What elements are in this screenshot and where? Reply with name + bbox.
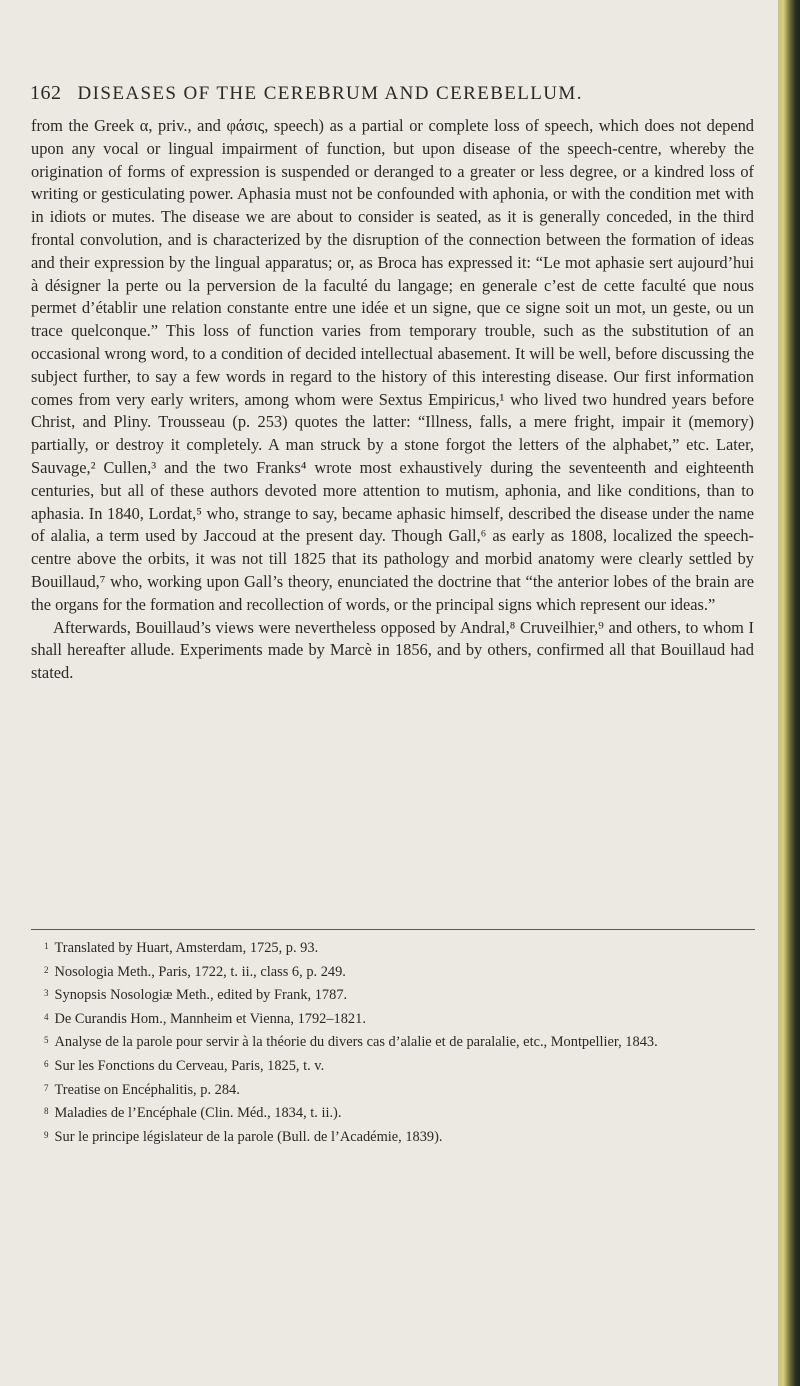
footnote-text: Sur le principe législateur de la parole (Bull. de l’Académie, 1839).: [54, 1128, 443, 1145]
paragraph-1: from the Greek α, priv., and φάσις, speech) as a partial or complete loss of speech, which does not depend upon any vocal or lingual impairment of function, but upon disease of the speech-centre, whereby the origination of forms of expression is suspended or deranged to a greater or less degree, or a kindred loss of writing or gesticulating power. Aphasia must not be confounded with aphonia, or with the condition met with in idiots or mutes. The disease we are about to consider is seated, as it is generally conceded, in the third frontal convolution, and is characterized by the disruption of the connection between the formation of ideas and their expression by the lingual apparatus; or, as Broca has expressed it: “Le mot aphasie sert aujourd’hui à désigner la perte ou la perversion de la faculté du langage; en generale c’est de cette faculté que nous permet d’établir une relation constante entre une idée et un signe, que ce signe soit un mot, un geste, ou un trace quelconque.” This loss of function varies from temporary trouble, such as the substitution of an occasional wrong word, to a condition of decided intellectual abasement. It will be well, before discussing the subject further, to say a few words in regard to the history of this interesting disease. Our first information comes from very early writers, among whom were Sextus Empiricus,¹ who lived two hundred years before Christ, and Pliny. Trousseau (p. 253) quotes the latter: “Illness, falls, a mere fright, impair it (memory) partially, or destroy it completely. A man struck by a stone forgot the letters of the alphabet,” etc. Later, Sauvage,² Cullen,³ and the two Franks⁴ wrote most exhaustively during the seventeenth and eighteenth centuries, but all of these authors devoted more attention to mutism, aphonia, and like conditions, than to aphasia. In 1840, Lordat,⁵ who, strange to say, became aphasic himself, described the disease under the name of alalia, a term used by Jaccoud at the present day. Though Gall,⁶ as early as 1808, localized the speech-centre above the orbits, it was not till 1825 that its pathology and morbid anatomy were clearly settled by Bouillaud,⁷ who, working upon Gall’s theory, enunciated the doctrine that “the anterior lobes of the brain are the organs for the formation and recollection of words, or the principal signs which represent our ideas.”: [31, 116, 754, 614]
footnote-text: Treatise on Encéphalitis, p. 284.: [54, 1081, 240, 1098]
book-page-edge: [778, 0, 800, 1386]
footnote-text: De Curandis Hom., Mannheim et Vienna, 1792–1821.: [54, 1010, 366, 1027]
page-number: 162: [30, 82, 62, 104]
running-header: [30, 82, 730, 105]
footnote-mark: 9: [44, 1129, 49, 1140]
footnote-7: [44, 1078, 755, 1102]
footnote-mark: 2: [44, 964, 49, 975]
footnote-text: Analyse de la parole pour servir à la théorie du divers cas d’alalie et de paralalie, etc., Montpellier, 1843.: [54, 1034, 658, 1051]
paragraph-2: Afterwards, Bouillaud’s views were nevertheless opposed by Andral,⁸ Cruveilhier,⁹ and others, to whom I shall hereafter allude. Experiments made by Marcè in 1856, and by others, confirmed all that Bouillaud had stated.: [31, 617, 754, 683]
footnote-8: [44, 1101, 755, 1125]
footnote-9: [44, 1125, 755, 1149]
footnotes: [44, 936, 755, 1148]
footnote-divider: [31, 929, 755, 930]
footnote-mark: 4: [44, 1011, 49, 1022]
footnote-2: [44, 960, 755, 984]
footnote-5: [44, 1030, 755, 1054]
footnote-mark: 7: [44, 1082, 49, 1093]
main-text: [31, 115, 754, 685]
footnote-mark: 1: [44, 941, 49, 951]
footnote-text: Synopsis Nosologiæ Meth., edited by Frank, 1787.: [54, 987, 348, 1004]
footnote-mark: 8: [44, 1106, 49, 1117]
footnote-4: [44, 1007, 755, 1031]
footnote-6: [44, 1054, 755, 1078]
footnote-1: [44, 936, 755, 960]
running-title: DISEASES OF THE CEREBRUM AND CEREBELLUM.: [77, 83, 583, 104]
footnote-text: Sur les Fonctions du Cerveau, Paris, 1825, t. v.: [54, 1057, 325, 1074]
footnote-3: [44, 983, 755, 1007]
footnote-mark: 3: [44, 988, 49, 999]
footnote-mark: 5: [44, 1035, 49, 1046]
footnote-mark: 6: [44, 1058, 49, 1069]
footnote-text: Maladies de l’Encéphale (Clin. Méd., 1834, t. ii.).: [54, 1105, 342, 1122]
footnote-text: Translated by Huart, Amsterdam, 1725, p. 93.: [54, 940, 319, 956]
footnote-text: Nosologia Meth., Paris, 1722, t. ii., class 6, p. 249.: [54, 963, 346, 980]
